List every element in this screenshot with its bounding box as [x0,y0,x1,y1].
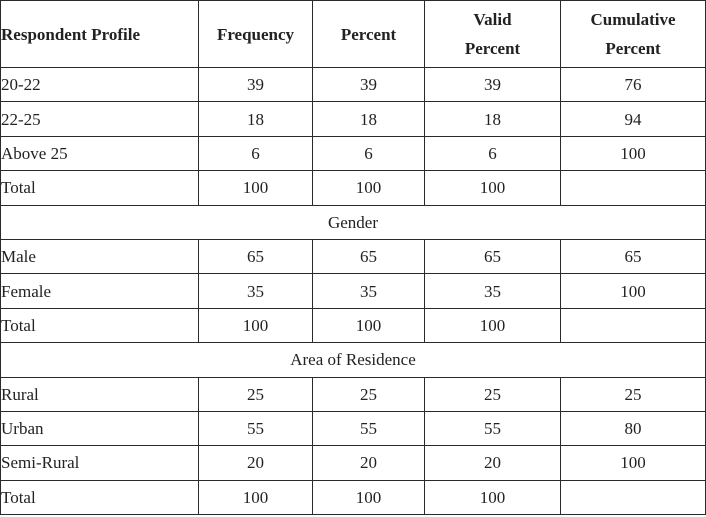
valid-percent-cell: 6 [425,136,561,170]
section-title-residence: Area of Residence [1,343,706,377]
cumulative-percent-cell [561,171,706,205]
percent-cell: 18 [313,102,425,136]
frequency-cell: 55 [199,411,313,445]
cumulative-percent-cell: 25 [561,377,706,411]
percent-cell: 100 [313,480,425,514]
percent-cell: 100 [313,171,425,205]
row-label: Female [1,274,199,308]
frequency-cell: 65 [199,239,313,273]
table-row [1,136,706,170]
total-row [1,480,706,514]
header-respondent-profile: Respondent Profile [1,1,199,68]
table-row [1,274,706,308]
cumulative-percent-cell: 100 [561,446,706,480]
row-label: 22-25 [1,102,199,136]
valid-percent-cell: 65 [425,239,561,273]
row-label: 20-22 [1,68,199,102]
percent-cell: 25 [313,377,425,411]
total-row [1,171,706,205]
row-label: Total [1,171,199,205]
row-label: Total [1,308,199,342]
table-row [1,239,706,273]
valid-percent-cell: 100 [425,480,561,514]
frequency-cell: 100 [199,480,313,514]
valid-percent-cell: 20 [425,446,561,480]
valid-percent-cell: 100 [425,171,561,205]
valid-percent-cell: 39 [425,68,561,102]
cumulative-percent-cell [561,308,706,342]
cumulative-percent-cell: 94 [561,102,706,136]
frequency-cell: 100 [199,171,313,205]
frequency-cell: 18 [199,102,313,136]
header-percent: Percent [313,1,425,68]
header-valid-line1: Valid [473,10,512,29]
frequency-cell: 25 [199,377,313,411]
header-frequency: Frequency [199,1,313,68]
section-title-gender: Gender [1,205,706,239]
frequency-cell: 39 [199,68,313,102]
valid-percent-cell: 35 [425,274,561,308]
section-row-gender [1,205,706,239]
row-label: Above 25 [1,136,199,170]
frequency-cell: 35 [199,274,313,308]
percent-cell: 65 [313,239,425,273]
percent-cell: 39 [313,68,425,102]
table-row [1,68,706,102]
valid-percent-cell: 100 [425,308,561,342]
cumulative-percent-cell: 100 [561,274,706,308]
frequency-cell: 100 [199,308,313,342]
total-row [1,308,706,342]
cumulative-percent-cell [561,480,706,514]
row-label: Rural [1,377,199,411]
table-row [1,411,706,445]
table-row [1,102,706,136]
row-label: Semi-Rural [1,446,199,480]
percent-cell: 6 [313,136,425,170]
frequency-cell: 20 [199,446,313,480]
table-row [1,446,706,480]
header-row [1,1,706,68]
percent-cell: 100 [313,308,425,342]
percent-cell: 55 [313,411,425,445]
header-valid-line2: Percent [464,39,521,58]
section-row-residence [1,343,706,377]
cumulative-percent-cell: 80 [561,411,706,445]
row-label: Male [1,239,199,273]
cumulative-percent-cell: 65 [561,239,706,273]
row-label: Total [1,480,199,514]
cumulative-percent-cell: 76 [561,68,706,102]
percent-cell: 20 [313,446,425,480]
row-label: Urban [1,411,199,445]
valid-percent-cell: 25 [425,377,561,411]
header-valid-percent [425,1,561,68]
valid-percent-cell: 18 [425,102,561,136]
table-row [1,377,706,411]
percent-cell: 35 [313,274,425,308]
header-cumulative-line2: Percent [605,39,661,58]
frequency-cell: 6 [199,136,313,170]
valid-percent-cell: 55 [425,411,561,445]
header-cumulative-line1: Cumulative [590,10,676,29]
header-cumulative-percent [561,1,706,68]
cumulative-percent-cell: 100 [561,136,706,170]
